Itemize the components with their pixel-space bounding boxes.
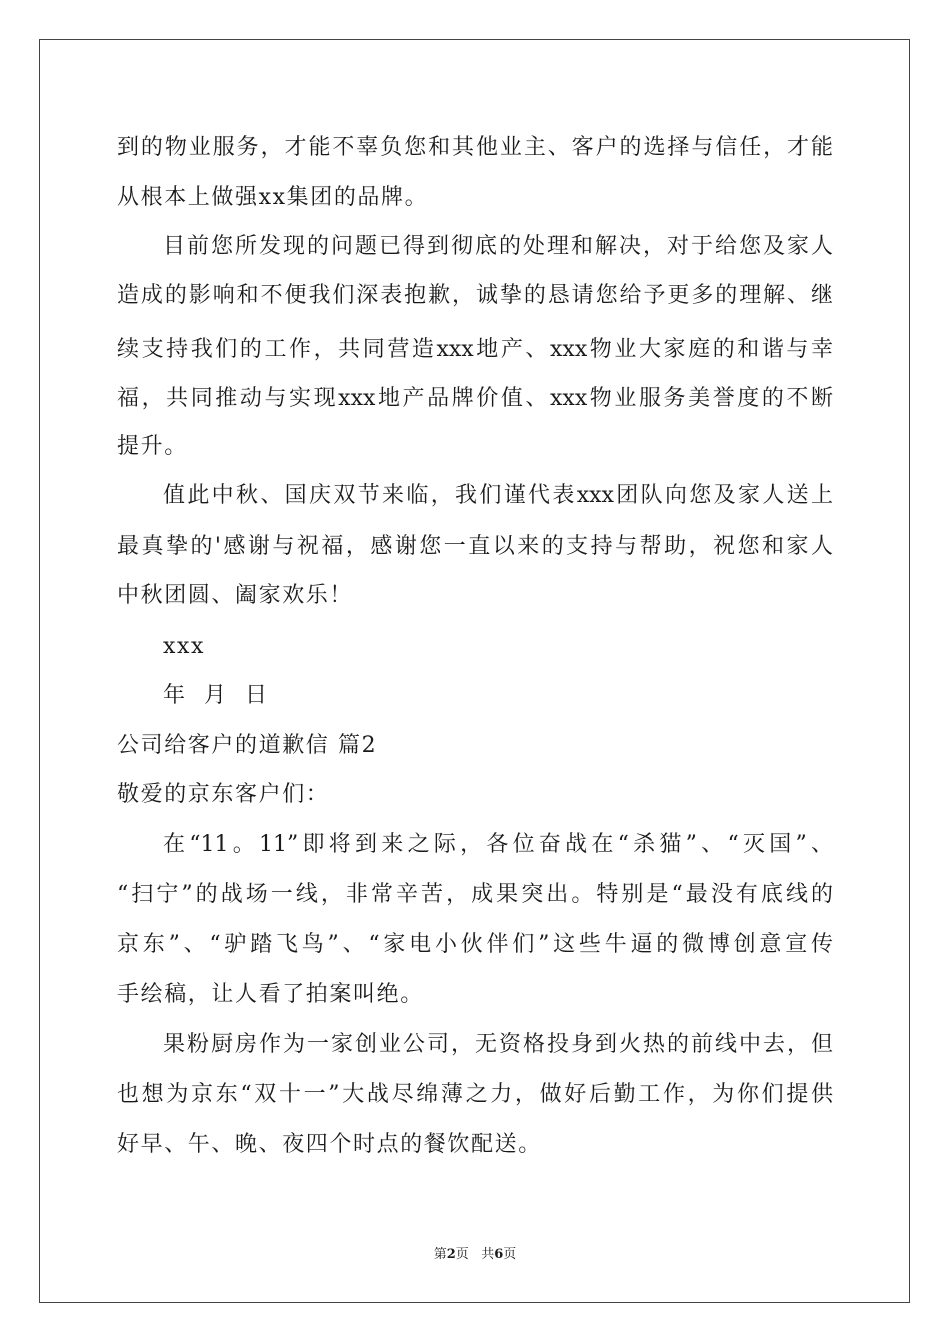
body-line: 京东”、“驴踏飞鸟”、“家电小伙伴们”这些牛逼的微博创意宣传: [117, 932, 833, 957]
total-prefix: 共: [481, 1247, 495, 1262]
body-line: 果粉厨房作为一家创业公司，无资格投身到火热的前线中去，但: [163, 1032, 833, 1057]
signature-date: 年 月 日: [163, 683, 273, 708]
salutation: 敬爱的京东客户们：: [117, 782, 330, 807]
body-line: 到的物业服务，才能不辜负您和其他业主、客户的选择与信任，才能: [117, 135, 833, 160]
page-suffix: 页: [455, 1247, 469, 1262]
body-line: 提升。: [117, 434, 188, 459]
body-line: 目前您所发现的问题已得到彻底的处理和解决，对于给您及家人: [163, 234, 833, 259]
body-line: 从根本上做强xx集团的品牌。: [117, 185, 429, 210]
body-line: 中秋团圆、阖家欢乐！: [117, 583, 354, 608]
current-page-number: 2: [446, 1247, 456, 1262]
total-page-number: 6: [494, 1247, 504, 1262]
total-suffix: 页: [503, 1247, 517, 1262]
body-line: 造成的影响和不便我们深表抱歉，诚挚的恳请您给予更多的理解、继: [117, 283, 833, 308]
page-border: [39, 39, 910, 1303]
body-line: 好早、午、晚、夜四个时点的餐饮配送。: [117, 1132, 542, 1157]
body-line: 福，共同推动与实现xxx地产品牌价值、xxx物业服务美誉度的不断: [117, 386, 833, 411]
body-line: 在“11。11”即将到来之际，各位奋战在“杀猫”、“灭国”、: [163, 832, 833, 857]
body-line: 续支持我们的工作，共同营造xxx地产、xxx物业大家庭的和谐与幸: [117, 337, 833, 362]
page-footer: [0, 1246, 950, 1264]
body-line: 也想为京东“双十一”大战尽绵薄之力，做好后勤工作，为你们提供: [117, 1082, 833, 1107]
body-line: 最真挚的'感谢与祝福，感谢您一直以来的支持与帮助，祝您和家人: [117, 534, 833, 559]
section-title: 公司给客户的道歉信 篇2: [117, 733, 378, 758]
signature-name: xxx: [163, 634, 206, 659]
body-line: 手绘稿，让人看了拍案叫绝。: [117, 982, 424, 1007]
body-line: 值此中秋、国庆双节来临，我们谨代表xxx团队向您及家人送上: [163, 483, 833, 508]
page-prefix: 第: [433, 1247, 447, 1262]
body-line: “扫宁”的战场一线，非常辛苦，成果突出。特别是“最没有底线的: [117, 882, 833, 907]
